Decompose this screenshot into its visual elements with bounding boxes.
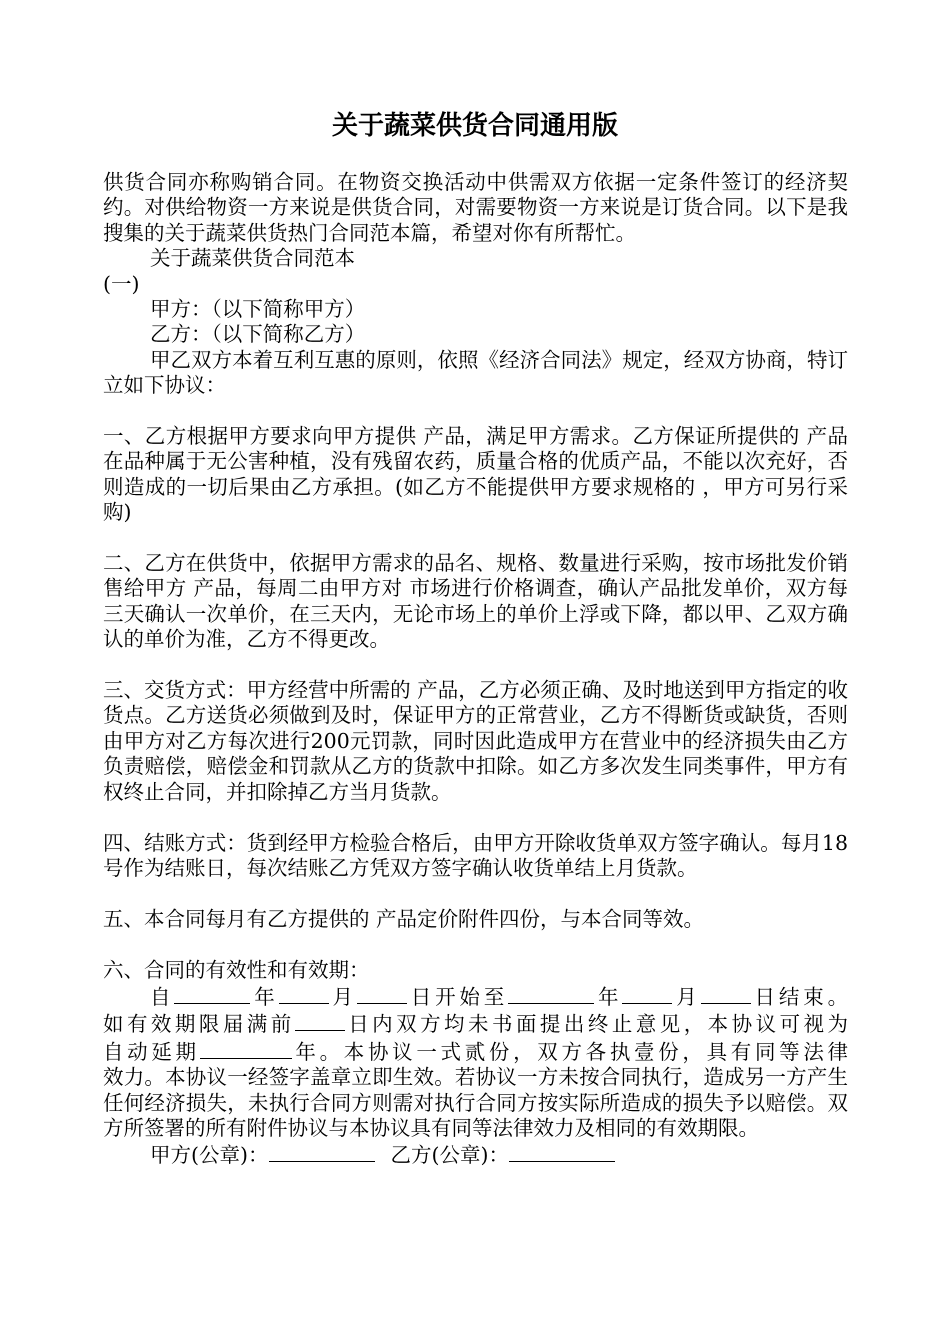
end-year-blank[interactable]	[508, 983, 594, 1004]
validity-heading: 六、合同的有效性和有效期：	[103, 957, 370, 982]
clause-5: 五、本合同每月有乙方提供的 产品定价附件四份，与本合同等效。	[103, 906, 705, 931]
end-month-label: 月	[672, 984, 701, 1009]
extension-text: 年。本协议一式贰份，双方各执壹份，具有同等法律	[291, 1039, 849, 1064]
party-a-seal-blank[interactable]	[269, 1141, 375, 1162]
signature-line	[103, 1141, 848, 1168]
notice-days-blank[interactable]	[295, 1010, 345, 1031]
party-b-line: 乙方：（以下简称乙方）	[150, 322, 366, 347]
party-a-seal-label: 甲方(公章)：	[150, 1143, 269, 1168]
clause-4: 四、结账方式：货到经甲方检验合格后，由甲方开除收货单双方签字确认。每月18号作为结账日，每次结账乙方凭双方签字确认收货单结上月货款。	[103, 830, 848, 880]
section-number: (一)	[103, 271, 140, 296]
start-year-blank[interactable]	[174, 983, 250, 1004]
document-body	[103, 170, 848, 1169]
party-a-line: 甲方：（以下简称甲方）	[150, 297, 366, 322]
intro-paragraph: 供货合同亦称购销合同。在物资交换活动中供需双方依据一定条件签订的经济契约。对供给物资一方来说是供货合同，对需要物资一方来说是订货合同。以下是我搜集的关于蔬菜供货热门合同范本篇，希望对你有所帮忙。	[103, 170, 848, 245]
validity-notice-line	[103, 1010, 848, 1037]
start-month-blank[interactable]	[279, 983, 329, 1004]
validity-from-label: 自	[150, 984, 175, 1009]
start-year-label: 年	[250, 984, 279, 1009]
start-day-blank[interactable]	[357, 983, 407, 1004]
end-month-blank[interactable]	[622, 983, 672, 1004]
notice-text: 日内双方均未书面提出终止意见，本协议可视为	[344, 1012, 849, 1037]
party-b-seal-blank[interactable]	[509, 1141, 615, 1162]
validity-extension-line	[103, 1038, 848, 1065]
document-title: 关于蔬菜供货合同通用版	[331, 111, 618, 141]
validity-rest-paragraph: 效力。本协议一经签字盖章立即生效。若协议一方未按合同执行，造成另一方产生任何经济损失，未执行合同方则需对执行合同方按实际所造成的损失予以赔偿。双方所签署的所有附件协议与本协议具有同等法律效力及相同的有效期限。	[103, 1065, 848, 1140]
party-b-seal-label: 乙方(公章)：	[390, 1143, 509, 1168]
end-day-label: 日结束。	[750, 984, 849, 1009]
clause-1: 一、乙方根据甲方要求向甲方提供 产品，满足甲方需求。乙方保证所提供的 产品在品种属于无公害种植，没有残留农药，质量合格的优质产品，不能以次充好，否则造成的一切后果由乙方承担。(如乙方不能提供甲方要求规格的 ，甲方可另行采购)	[103, 424, 848, 525]
end-day-blank[interactable]	[701, 983, 751, 1004]
clause-2: 二、乙方在供货中，依据甲方需求的品名、规格、数量进行采购，按市场批发价销售给甲方 产品，每周二由甲方对 市场进行价格调查，确认产品批发单价，双方每三天确认一次单价，在三天内，无论市场上的单价上浮或下降，都以甲、乙双方确认的单价为准，乙方不得更改。	[103, 551, 848, 652]
extension-label: 自动延期	[103, 1039, 200, 1064]
sample-heading: 关于蔬菜供货合同范本	[150, 246, 355, 271]
notice-label: 如有效期限届满前	[103, 1012, 295, 1037]
preamble-paragraph: 甲乙双方本着互利互惠的原则，依照《经济合同法》规定，经双方协商，特订立如下协议：	[103, 347, 848, 398]
start-month-label: 月	[328, 984, 357, 1009]
extension-years-blank[interactable]	[200, 1038, 292, 1059]
validity-date-line	[103, 983, 848, 1010]
clause-3: 三、交货方式：甲方经营中所需的 产品，乙方必须正确、及时地送到甲方指定的收货点。乙方送货必须做到及时，保证甲方的正常营业，乙方不得断货或缺货，否则由甲方对乙方每次进行200元罚款，同时因此造成甲方在营业中的经济损失由乙方负责赔偿，赔偿金和罚款从乙方的货款中扣除。如乙方多次发生同类事件，甲方有权终止合同，并扣除掉乙方当月货款。	[103, 678, 848, 804]
end-year-label: 年	[594, 984, 623, 1009]
start-day-label: 日开始至	[406, 984, 509, 1009]
